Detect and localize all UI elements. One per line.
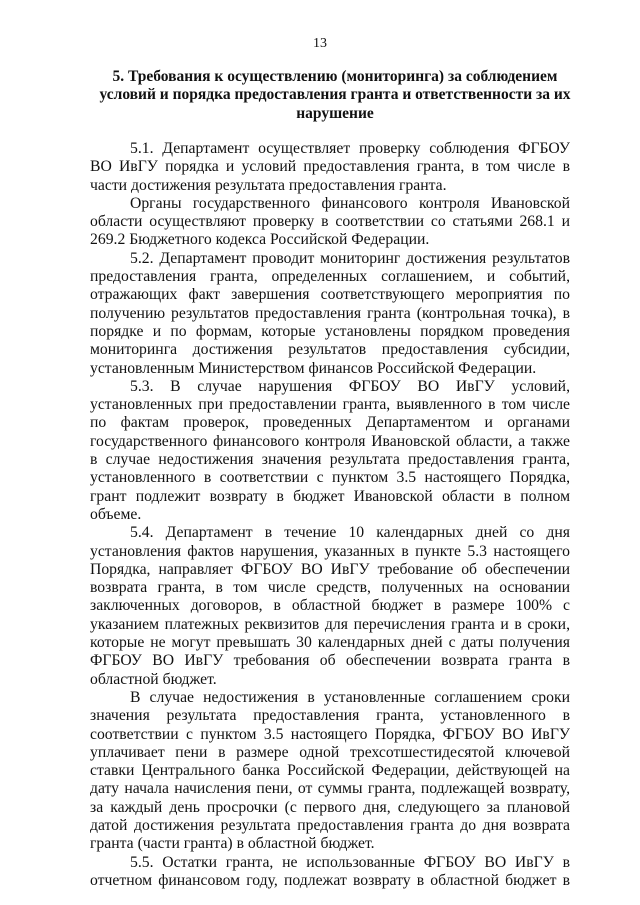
body-text	[90, 140, 570, 890]
section-heading: 5. Требования к осуществлению (мониторинга) за соблюдением условий и порядка предоставления гранта и ответственности за их нарушение	[99, 68, 571, 122]
paragraph-5-4: 5.4. Департамент в течение 10 календарных дней со дня установления фактов нарушения, указанных в пункте 5.3 настоящего Порядка, направляет ФГБОУ ВО ИвГУ требование об обеспечении возврата гранта, в том числе средств, полученных на основании заключенных договоров, в областной бюджет в размере 100% с указанием платежных реквизитов для перечисления гранта и в сроки, которые не могут превышать 30 календарных дней с даты получения ФГБОУ ВО ИвГУ требования об обеспечении возврата гранта в областной бюджет.	[90, 524, 570, 688]
page-number: 13	[313, 36, 327, 51]
paragraph-penalty: В случае недостижения в установленные соглашением сроки значения результата предоставления гранта, установленного в соответствии с пунктом 3.5 настоящего Порядка, ФГБОУ ВО ИвГУ уплачивает пени в размере одной трехсотшестидесятой ключевой ставки Центрального банка Российской Федерации, действующей на дату начала начисления пени, от суммы гранта, подлежащей возврату, за каждый день просрочки (с первого дня, следующего за плановой датой достижения результата предоставления гранта до дня возврата гранта (части гранта) в областной бюджет.	[90, 688, 570, 853]
paragraph-5-5: 5.5. Остатки гранта, не использованные ФГБОУ ВО ИвГУ в отчетном финансовом году, подлежат возврату в областной бюджет в	[90, 853, 570, 889]
paragraph-control-bodies: Органы государственного финансового контроля Ивановской области осуществляют проверку в соответствии со статьями 268.1 и 269.2 Бюджетного кодекса Российской Федерации.	[90, 194, 570, 249]
paragraph-5-2: 5.2. Департамент проводит мониторинг достижения результатов предоставления гранта, определенных соглашением, и событий, отражающих факт завершения соответствующего мероприятия по получению результатов предоставления гранта (контрольная точка), в порядке и по формам, которые установлены порядком проведения мониторинга достижения результатов предоставления субсидии, установленным Министерством финансов Российской Федерации.	[90, 249, 570, 377]
paragraph-5-3: 5.3. В случае нарушения ФГБОУ ВО ИвГУ условий, установленных при предоставлении гранта, выявленного в том числе по фактам проверок, проведенных Департаментом и органами государственного финансового контроля Ивановской области, а также в случае недостижения значения результата предоставления гранта, установленного в соответствии с пунктом 3.5 настоящего Порядка, грант подлежит возврату в бюджет Ивановской области в полном объеме.	[90, 377, 570, 523]
paragraph-5-1: 5.1. Департамент осуществляет проверку соблюдения ФГБОУ ВО ИвГУ порядка и условий предоставления гранта, в том числе в части достижения результата предоставления гранта.	[90, 140, 570, 194]
